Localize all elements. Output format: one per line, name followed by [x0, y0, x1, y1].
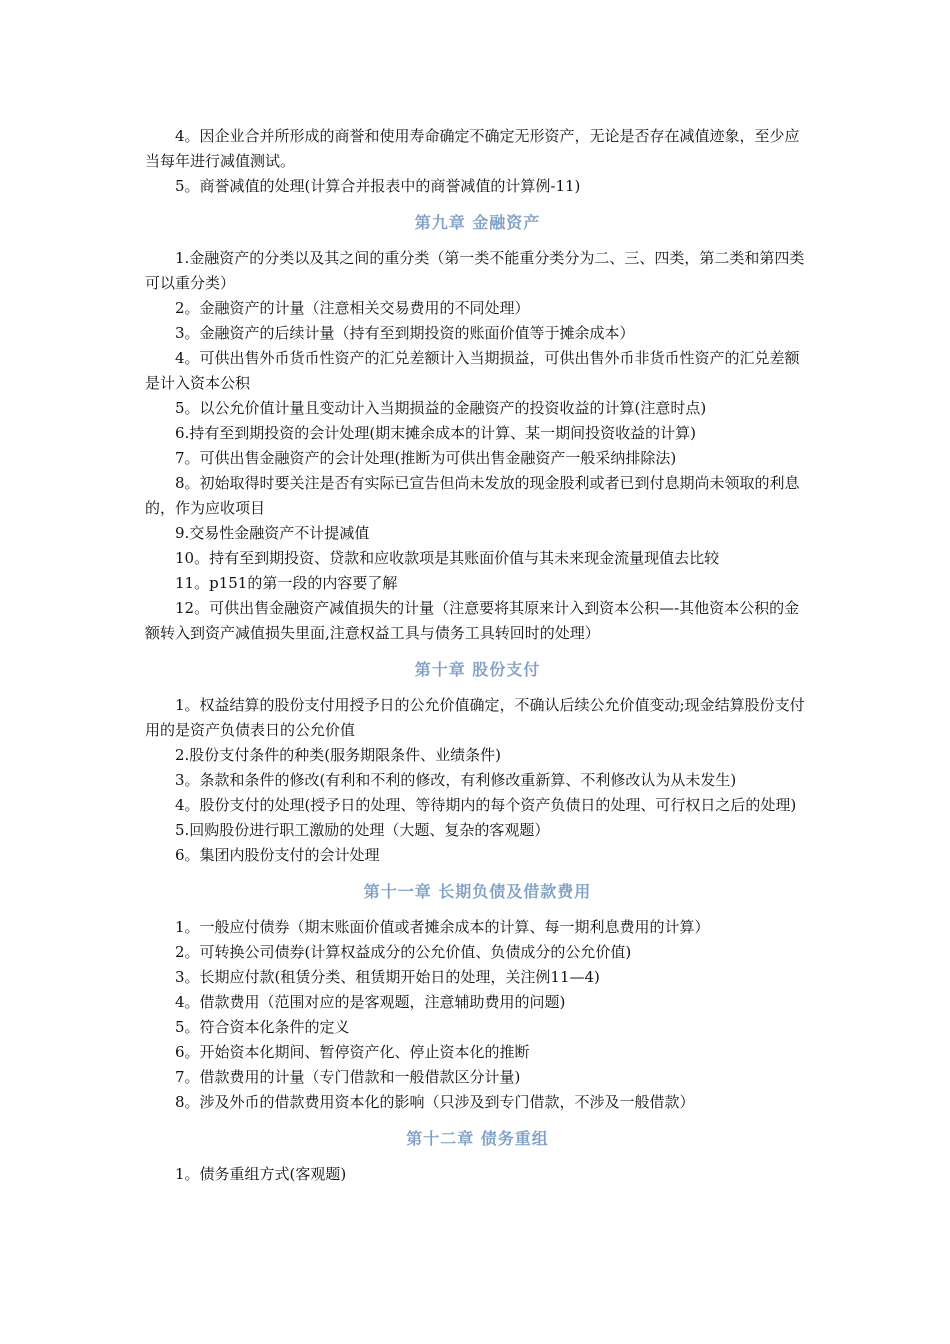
list-item: 12。可供出售金融资产减值损失的计量（注意要将其原来计入到资本公积—-其他资本公积的金额转入到资产减值损失里面,注意权益工具与债务工具转回时的处理） — [145, 599, 800, 642]
list-item: 5.回购股份进行职工激励的处理（大题、复杂的客观题） — [175, 821, 550, 839]
list-item: 3。金融资产的后续计量（持有至到期投资的账面价值等于摊余成本） — [175, 324, 635, 342]
document-page — [145, 124, 810, 1187]
list-item: 7。可供出售金融资产的会计处理(推断为可供出售金融资产一般采纳排除法) — [175, 449, 677, 467]
list-item: 5。以公允价值计量且变动计入当期损益的金融资产的投资收益的计算(注意时点) — [175, 399, 707, 417]
list-item: 8。涉及外币的借款费用资本化的影响（只涉及到专门借款，不涉及一般借款） — [175, 1093, 695, 1111]
list-item: 1。债务重组方式(客观题) — [175, 1165, 347, 1183]
list-item: 5。符合资本化条件的定义 — [175, 1018, 350, 1036]
list-item: 6.持有至到期投资的会计处理(期末摊余成本的计算、某一期间投资收益的计算) — [175, 424, 697, 442]
list-item: 3。长期应付款(租赁分类、租赁期开始日的处理，关注例11—4) — [175, 968, 600, 986]
list-item: 8。初始取得时要关注是否有实际已宣告但尚未发放的现金股利或者已到付息期尚未领取的利息的，作为应收项目 — [145, 474, 800, 517]
chapter-heading: 第十二章 债务重组 — [406, 1129, 549, 1148]
chapter-heading: 第十一章 长期负债及借款费用 — [363, 882, 592, 901]
list-item: 3。条款和条件的修改(有利和不利的修改，有利修改重新算、不利修改认为从未发生) — [175, 771, 737, 789]
list-item: 2。金融资产的计量（注意相关交易费用的不同处理） — [175, 299, 530, 317]
list-item: 6。集团内股份支付的会计处理 — [175, 846, 380, 864]
chapter-heading: 第九章 金融资产 — [414, 213, 541, 232]
list-item: 9.交易性金融资产不计提减值 — [175, 524, 370, 542]
list-item: 11。p151的第一段的内容要了解 — [175, 574, 398, 592]
chapter-heading: 第十章 股份支付 — [414, 660, 541, 679]
list-item: 4。借款费用（范围对应的是客观题，注意辅助费用的问题) — [175, 993, 566, 1011]
list-item: 1。权益结算的股份支付用授予日的公允价值确定，不确认后续公允价值变动;现金结算股份支付用的是资产负债表日的公允价值 — [145, 696, 805, 739]
list-item: 5。商誉减值的处理(计算合并报表中的商誉减值的计算例-11) — [175, 177, 581, 195]
list-item: 4。股份支付的处理(授予日的处理、等待期内的每个资产负债日的处理、可行权日之后的处理) — [175, 796, 797, 814]
list-item: 4。因企业合并所形成的商誉和使用寿命确定不确定无形资产，无论是否存在减值迹象，至少应当每年进行减值测试。 — [145, 127, 800, 170]
list-item: 7。借款费用的计量（专门借款和一般借款区分计量) — [175, 1068, 521, 1086]
list-item: 1.金融资产的分类以及其之间的重分类（第一类不能重分类分为二、三、四类，第二类和第四类可以重分类） — [145, 249, 805, 292]
list-item: 6。开始资本化期间、暂停资产化、停止资本化的推断 — [175, 1043, 530, 1061]
list-item: 2.股份支付条件的种类(服务期限条件、业绩条件) — [175, 746, 502, 764]
list-item: 2。可转换公司债券(计算权益成分的公允价值、负债成分的公允价值) — [175, 943, 632, 961]
list-item: 4。可供出售外币货币性资产的汇兑差额计入当期损益，可供出售外币非货币性资产的汇兑差额是计入资本公积 — [145, 349, 800, 392]
list-item: 1。一般应付债券（期末账面价值或者摊余成本的计算、每一期利息费用的计算） — [175, 918, 710, 936]
list-item: 10。持有至到期投资、贷款和应收款项是其账面价值与其未来现金流量现值去比较 — [175, 549, 720, 567]
